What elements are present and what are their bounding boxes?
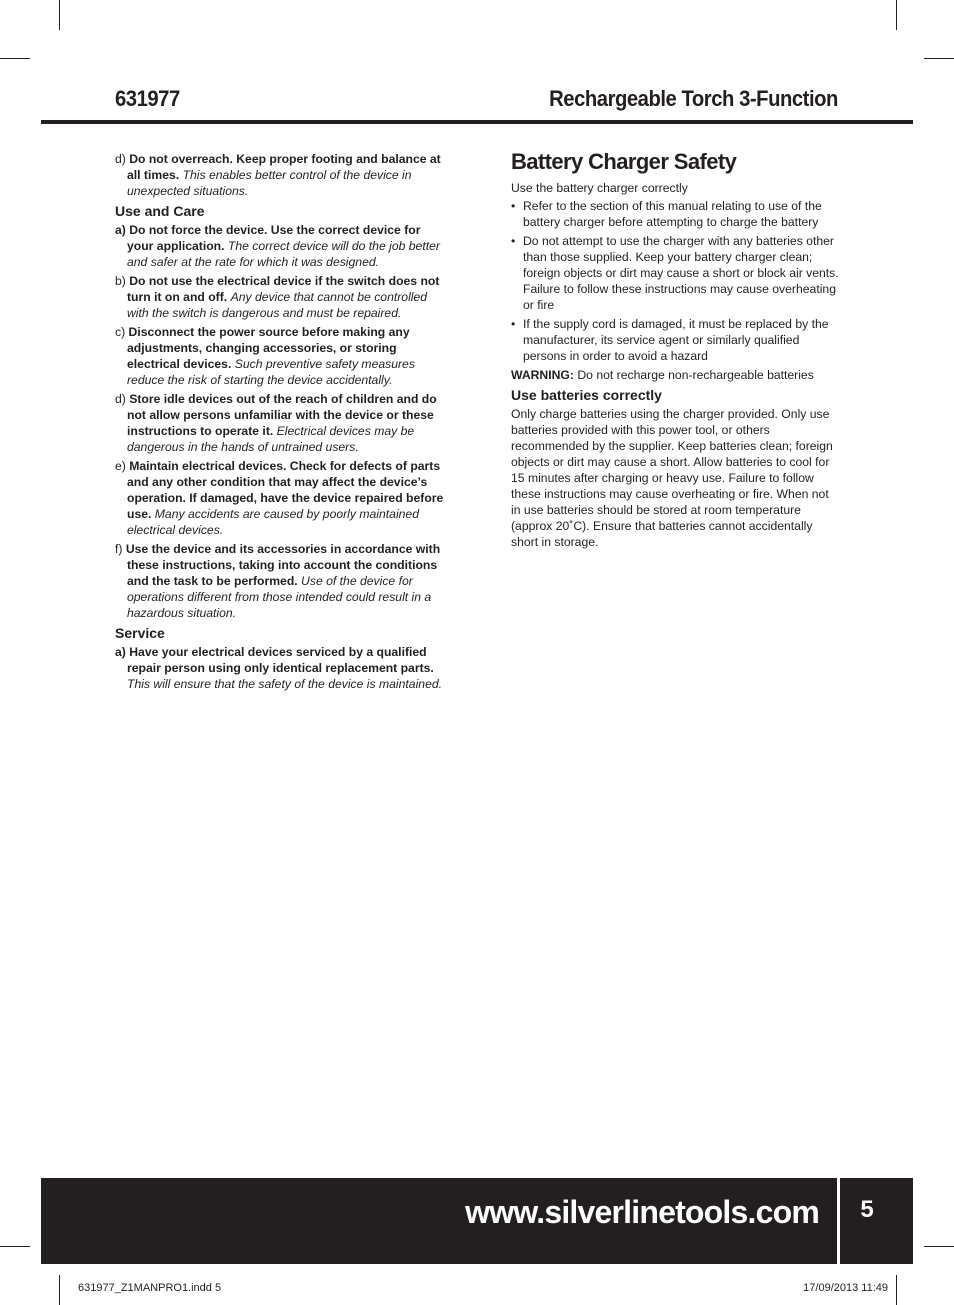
service-item-a: a) Have your electrical devices serviced by a qualified repair person using only identical replacement parts. This will ensure that the safety of the device is maintained. bbox=[115, 645, 443, 691]
intro-text: Use the battery charger correctly bbox=[511, 181, 688, 195]
page-title: Rechargeable Torch 3-Function bbox=[549, 86, 838, 111]
use-care-item-a: a) Do not force the device. Use the correct device for your application. The correct device will do the job better and safer at the rate for which it was designed. bbox=[115, 223, 440, 269]
bullet-item: • Do not attempt to use the charger with any batteries other than those supplied. Keep your battery charger clean; foreign objects or dirt may cause a short or block air vents. Failure to follow these instructions may cause overheating or fire bbox=[511, 234, 839, 312]
bullet-item: • Refer to the section of this manual relating to use of the battery charger before attempting to charge the battery bbox=[511, 199, 822, 229]
page-number: 5 bbox=[860, 1196, 874, 1223]
use-batteries-heading: Use batteries correctly bbox=[511, 387, 662, 403]
use-care-item-b: b) Do not use the electrical device if the switch does not turn it on and off. Any device that cannot be controlled with the switch is dangerous and must be repaired. bbox=[115, 274, 440, 320]
use-care-item-f: f) Use the device and its accessories in accordance with these instructions, taking into account the conditions and the task to be performed. Use of the device for operations different from those intended could result in a hazardous situation. bbox=[115, 542, 441, 620]
service-heading: Service bbox=[115, 625, 165, 641]
left-column bbox=[115, 151, 445, 695]
file-slug: 631977_Z1MANPRO1.indd 5 bbox=[78, 1282, 222, 1294]
crop-mark bbox=[896, 0, 897, 30]
use-care-item-d: d) Store idle devices out of the reach of children and do not allow persons unfamiliar with the device or these instructions to operate it. Electrical devices may be dangerous in the hands of untrained users. bbox=[115, 392, 437, 454]
bullet-item: • If the supply cord is damaged, it must be replaced by the manufacturer, its service agent or similarly qualified persons in order to avoid a hazard bbox=[511, 317, 829, 363]
right-column bbox=[511, 149, 841, 550]
crop-mark bbox=[59, 0, 60, 30]
use-and-care-heading: Use and Care bbox=[115, 203, 205, 219]
model-number: 631977 bbox=[115, 86, 180, 111]
safety-item-overreach: d) Do not overreach. Keep proper footing and balance at all times. This enables better control of the device in unexpected situations. bbox=[115, 152, 441, 198]
battery-charger-safety-heading: Battery Charger Safety bbox=[511, 149, 737, 174]
crop-mark bbox=[59, 1275, 60, 1305]
crop-mark bbox=[924, 1246, 954, 1247]
print-timestamp: 17/09/2013 11:49 bbox=[803, 1282, 888, 1294]
header-rule bbox=[41, 120, 913, 124]
page-number-box bbox=[840, 1178, 913, 1264]
website-url[interactable]: www.silverlinetools.com bbox=[465, 1194, 819, 1230]
crop-mark bbox=[0, 1246, 30, 1247]
crop-mark bbox=[0, 58, 30, 59]
crop-mark bbox=[924, 58, 954, 59]
use-care-item-e: e) Maintain electrical devices. Check for defects of parts and any other condition that may affect the device’s operation. If damaged, have the device repaired before use. Many accidents are caused by poorly maintained electrical devices. bbox=[115, 459, 444, 537]
crop-mark bbox=[896, 1275, 897, 1305]
warning-note: WARNING: Do not recharge non-rechargeable batteries bbox=[511, 368, 814, 382]
use-batteries-paragraph: Only charge batteries using the charger provided. Only use batteries provided with this power tool, or others recommended by the supplier. Keep batteries clean; foreign objects or dirt may cause a short. Allow batteries to cool for 15 minutes after charging or heavy use. Failure to follow these instructions may cause overheating or fire. When not in use batteries should be stored at room temperature (approx 20˚C). Ensure that batteries cannot accidentally short in storage. bbox=[511, 407, 833, 549]
use-care-item-c: c) Disconnect the power source before making any adjustments, changing accessories, or storing electrical devices. Such preventive safety measures reduce the risk of starting the device accidentally. bbox=[115, 325, 415, 387]
footer-bar bbox=[41, 1178, 837, 1264]
